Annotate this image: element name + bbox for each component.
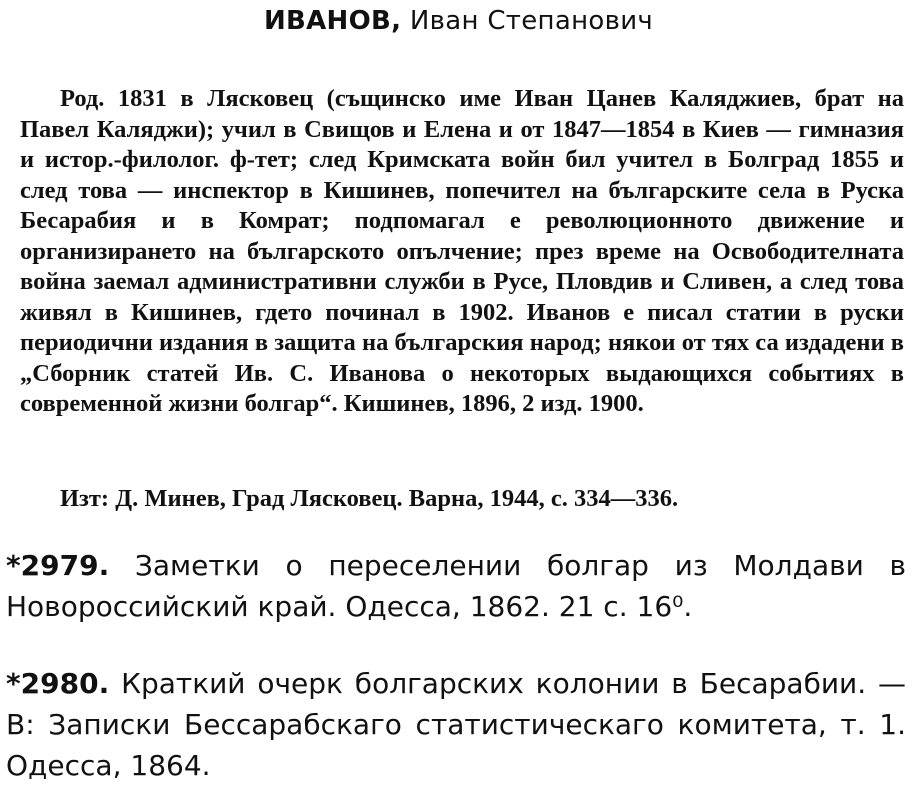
bibliography-entry xyxy=(6,663,906,786)
bibliography-entry xyxy=(6,545,906,627)
source-reference xyxy=(60,484,910,514)
entry-number: *2979. xyxy=(6,549,110,582)
biography-lead: Род. xyxy=(60,85,105,112)
entry-heading xyxy=(0,6,917,36)
source-label: Изт: xyxy=(60,485,110,512)
entry-number: *2980. xyxy=(6,667,110,700)
source-text: Д. Минев, Град Лясковец. Варна, 1944, с. 334—336. xyxy=(115,485,679,512)
entry-text: Краткий очерк болгарских колонии в Бесарабии. — В: Записки Бессарабскаго статистическаго комитета, т. 1. Одесса, 1864. xyxy=(6,667,906,782)
biography-text: 1831 в Лясковец (същинско име Иван Цанев Каляджиев, брат на Павел Каляджи); учил в Свищов и Елена и от 1847—1854 в Киев — гимназия и истор.-филолог. ф-тет; след Кримската войн бил учител в Болград 1855 и след това — инспектор в Кишинев, попечител на българските села в Руска Бесарабия и в Комрат; подпомагал е революционното движение и организирането на българското опълчение; през време на Освободителната война заемал административни служби в Русе, Пловдив и Сливен, а след това живял в Кишинев, гдето починал в 1902. Иванов е писал статии в руски периодични издания в защита на българския народ; някои от тях са издадени в „Сборник статей Ив. С. Иванова о некоторых выдающихся событиях в современной жизни болгар“. Кишинев, 1896, 2 изд. 1900. xyxy=(20,85,904,417)
entry-text: Заметки о переселении болгар из Молдави в Новороссийский край. Одесса, 1862. 21 с. 16⁰. xyxy=(6,549,906,623)
heading-surname: ИВАНОВ, xyxy=(263,6,402,36)
biography-paragraph xyxy=(20,84,904,420)
heading-given-name: Иван Степанович xyxy=(409,6,654,36)
